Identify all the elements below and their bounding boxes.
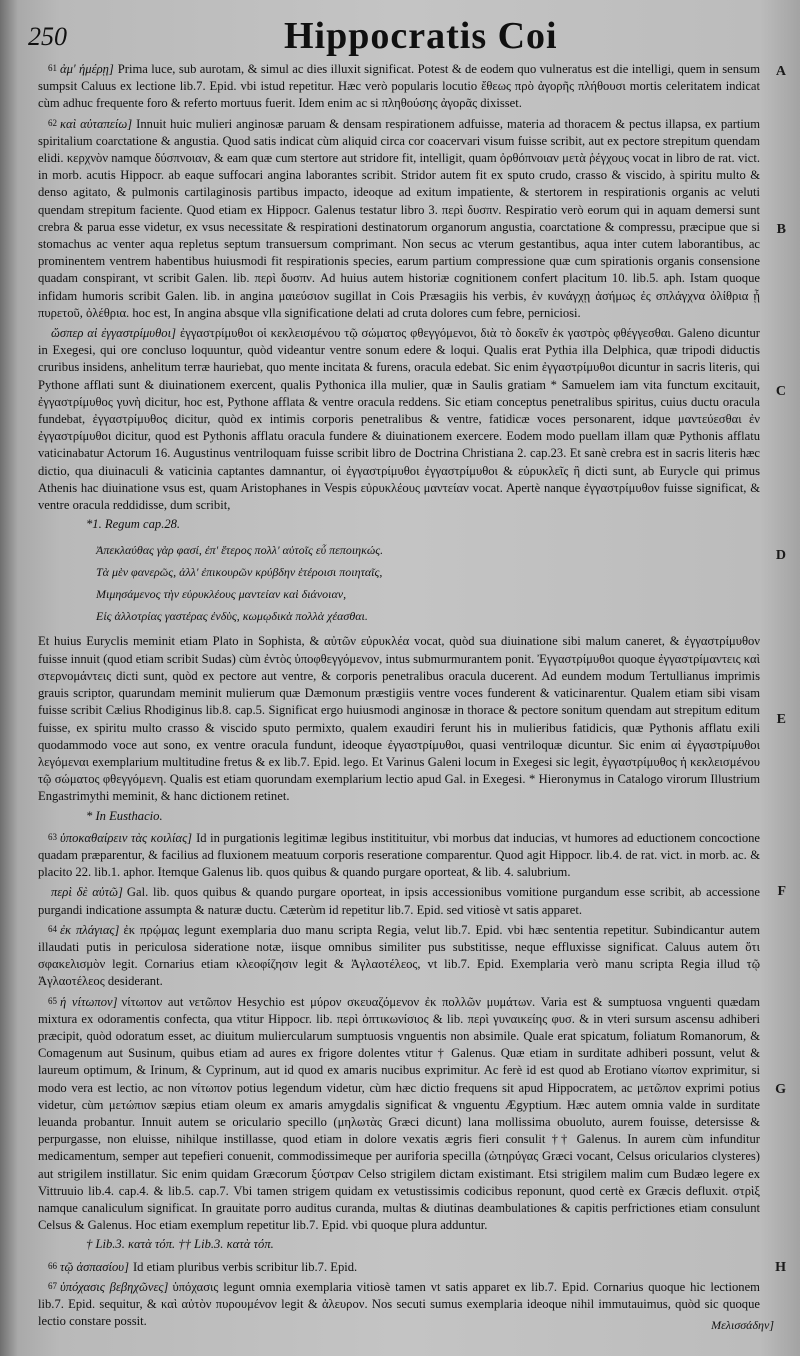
commentary-body <box>38 60 760 1332</box>
note-number: 61 <box>48 63 57 73</box>
margin-letter-g: G <box>775 1082 786 1097</box>
note-number: 62 <box>48 117 57 128</box>
note-text: Prima luce, sub aurotam, & simul ac dies illuxit significat. Potest & de eodem quo vulneratus est die intelligi, quem in sensum sumpsit Caluus ex lectione lib.7. Epid. vbi istud repetitur. Hæc verò popularis locutio ἔθεως πρὸ ἀγορῆς πλήθουσι mortis celeritatem indicat cùm adhuc frequente foro & referto mortuus fuerit. Idem enim ac si πληθούσης ἀγορᾶς dixisset. <box>38 62 761 111</box>
page-header <box>28 14 780 58</box>
note-text: ἐκ πρῴμας legunt exemplaria duo manu scripta Regia, velut lib.7. Epid. vbi hæc sententia repetitur. Subindicantur autem illaudati putis in periculosa sideratione notæ, iisque omnibus similiter pus substitisse, neque effluxisse significat. Caluus autem ὅτι σφακελισμὸν legit. Cornarius etiam κλεοφίζησιν legit & Ἀγλαοτέλεος, vt lib.7. Epid. Exemplaria verò manu scripta Regia illud τῷ Ἀγλαοτέλεος desiderant. <box>38 922 760 989</box>
note <box>38 1258 760 1276</box>
note-lemma: ἐκ πλάγιας] <box>60 922 120 937</box>
note-text: Innuit huic mulieri anginosæ paruam & densam respirationem adfuisse, materia ad thoracem & pectus illapsa, ex partium spiritalium coarctatione & angustia. Quod satis indicat cùm aliquid circa cor coacervari visum fuisse scribit, aut ex pectore strepitum quendam elidi. κερχνὸν namque δύσπνοιαν, & eam quæ cum stertore aut stridore fit, intelligit, quam ὀρθόπνοιαν μετὰ ῥέγχους vocat in libro de rat. vict. in morb. acutis Hippocr. ab eaque suffocari angina laborantes scribit. Stridor autem fit ex sputo crudo, crasso & viscido, à spiritu multo & denso agitato, & pulmonis cartilaginosis partibus impacto, ideoque ad exitum impatiente, & stertorem in respirationis organis ac veluti quendam strepitum faciente. Quod etiam ex Hippocr. Galenus testatur libro 3. περὶ δυσπν. Respiratio verò eorum qui in aquam demersi sunt crebra & parua esse videtur, ex vsus necessitate & respirationi destinatorum organorum angustia, coarctatione & compressu, præcipue que si stomachus ac venter aqua repletus septum transuersum comprimant. Non secus ac vterum gestantibus, aqua inter cutem laborantibus, ac prominentem ventrem habentibus huiusmodi fit respirationis species, earum partium compressione quæ cum spirationis organis consensione quadam conspirant, vt scribit Galen. lib. περὶ δυσπν. Ad huius autem historiæ cognitionem confert placitum 10. lib.5. aph. Istam quoque infidam humoris scribit Galen. lib. in angina μαιεύσιον sugillat in Cois Præsagiis his verbis, ἐν κυνάγχῃ ἀσήμως ἐς σπλάγχνα ὀλίθρια ᾖ πυρετοῦ, ὀλέθρια. hoc est, In angina absque vlla significatione delati ad cruta dolores cum febre, perniciosi. <box>38 116 761 320</box>
margin-letter-a: A <box>775 64 786 79</box>
note <box>38 633 760 805</box>
note-number: 64 <box>48 923 57 934</box>
margin-letter-b: B <box>776 222 786 237</box>
marginal-reference: *1. Regum cap.28. <box>86 517 181 532</box>
catchword: Μελισσάδην] <box>711 1318 774 1332</box>
note-text: Gal. lib. quos quibus & quando purgare oporteat, in ipsis accessionibus vomitione purgandum esse scribit, ab accessione purgandi indicatione assumpta & naturæ ductu. Cæterùm id repetitur lib.7. Epid. sed vitiosè vt satis apparet. <box>38 885 760 917</box>
marginal-reference: * In Eusthacio. <box>86 808 163 823</box>
note <box>38 883 760 918</box>
margin-letter-e: E <box>776 712 786 727</box>
verse-line: Μιμησάμενος τὴν εὐρυκλέους μαντείαν καὶ διάνοιαν, <box>96 587 347 602</box>
verse-line: Ἀπεκλαύθας γὰρ φασί, ἐπ' ἕτερος πολλ' αὐτοῖς εὖ πεποιηκώς. <box>96 543 384 558</box>
note-text: ὑπόχασις legunt omnia exemplaria vitiosè tamen vt satis apparet ex lib.7. Epid. Cornarius quoque hic lectionem lib.7. Epid. sequitur, & καὶ αὐτὸν πυρουμένον legit & ἀλευρον. Nos secuti sumus exemplaria ideoque nihil immutauimus, quòd sic quoque lectio constare possit. <box>38 1279 760 1329</box>
verse-quotation <box>96 539 760 627</box>
marginal-reference: † Lib.3. κατὰ τόπ. †† Lib.3. κατὰ τόπ. <box>86 1237 274 1252</box>
note-number: 65 <box>48 995 57 1006</box>
margin-letter-f: F <box>777 884 786 899</box>
verse-line: Τὰ μὲν φανερῶς, ἀλλ' ἐπικουρῶν κρύβδην ἑτέροισι ποιηταῖς, <box>96 565 383 580</box>
note-number: 67 <box>48 1280 57 1291</box>
note-text: Id in purgationis legitimæ legibus institituitur, vbi morbus dat inducias, vt humores ad eductionem concoctione quadam præparentur, & facilius ad fluxionem meatuum corporis reseratione comparentur. Quod agit Hippocr. lib.4. de rat. vict. in morb. ac. & placito 22. lib.1. aphor. Itemque Galenus lib. quos quibus & quando purgare oporteat, & lib. 4. salubrium. <box>38 830 761 880</box>
verse-line: Εἰς ἀλλοτρίας γαστέρας ἐνδὺς, κωμῳδικὰ πολλὰ χέασθαι. <box>96 609 368 624</box>
margin-letter-c: C <box>775 384 786 399</box>
note-text: Id etiam pluribus verbis scribitur lib.7. Epid. <box>132 1259 358 1274</box>
note <box>38 60 760 113</box>
note <box>38 829 760 882</box>
note-lemma: καὶ αὐταπείω] <box>60 116 133 131</box>
note <box>38 1278 760 1331</box>
margin-letter-d: D <box>775 548 786 563</box>
margin-letter-h: H <box>775 1260 786 1275</box>
note-number: 63 <box>48 831 57 842</box>
page-number: 250 <box>28 22 67 51</box>
note-number: 66 <box>48 1260 57 1271</box>
note-lemma: ὑπόχασις βεβηχῶνες] <box>60 1279 169 1294</box>
note-lemma: ἡ νίτωπον] <box>60 994 118 1009</box>
note-text: Et huius Euryclis meminit etiam Plato in Sophista, & αὐτῶν εὐρυκλέα vocat, quòd sua diuinatione sibi malum caneret, & ἐγγαστρίμυθον fuisse innuit (quod etiam scribit Sudas) cùm ἐντὸς ὑποφθεγγόμενον, intus submurmurantem ponit. Ἐγγαστρίμυθοι quoque ἐγγαστρίμαντεις καὶ στερνομάντεις dicti sunt, quòd ex pectore aut ventre, & corporis penetralibus oracula ducerent. Ad eundem modum Tertullianus imprimis grauis scriptor, quarundam meminit mulierum quæ Dæmonum præstigiis ventre voces funderent & vaticinarentur. Qualem etiam sibi visam fuisse scribit Cælius Rhodiginus lib.8. cap.5. Significat ergo huiusmodi anginosæ in thorace & pectore sonitum quendam aut strepitum editum fuisse, ex spiritu multo crasso & viscido sputo permixto, qualem exaudiri ferunt his in mulieribus fatidicis, quæ Pythonis afflatu exili quodammodo voce aut sono, ex ventre oracula fundunt, ideoque ἐγγαστρίμυθοι, quasi ventriloquæ dicuntur. Sic enim αἱ ἐγγαστρίμυθοι λεγόμεναι exemplarium multitudine fretus & ex lib.7. Epid. lego. Et Varinus Galeni locum in Exegesi sic legit, ἐγγαστρίμυθος ἡ κεκλεισμένου τῷ σώματος φθεγγόμενη. Qualis est etiam quorundam exemplarium lectio apud Gal. in Exegesi. * Hieronymus in Catalogo virorum Illustrium Engastrimythi meminit, & hanc dictionem retinet. <box>38 634 760 804</box>
note-text: ἐγγαστρίμυθοι οἱ κεκλεισμένου τῷ σώματος φθεγγόμενοι, διὰ τὸ δοκεῖν ἐκ γαστρὸς φθέγγεσθαι. Galeno dicuntur in Exegesi, qui ore concluso loquuntur, quòd videantur ventre sonum edere & loqui. Qualis erat Pythia illa Delphica, quæ tripodi diductis cruribus insidens, anhelitum terræ hauriebat, quo mente incitata & furens, oracula edebat. Sic enim ἐγγαστρίμυθοι dicuntur in sacris literis, qui Pythone afflati sunt & diuinationem exercent, qualis Pythonica illa mulier, quæ in Saulis gratiam * Samuelem iam vita functum excitauit, ἐγγαστρίμυθος γυνὴ dicitur, hoc est, Pythone afflata & ventre oracula reddens. Sic etiam conceptus penetralibus spiritus, cuius ductu oracula fundebat, ἐγγαστρίμυθος dicitur, quòd ex intimis corporis penetralibus & ventre, fatidicæ voces personarent, idque μαντεύεσθαι ἐν ἐγγαστρίμυθοι dicitur, quod est Pythonis afflatu oracula fundere & diuinationem exercere. Eodem modo puellam illam quæ Pythonis afflatu vaticinabatur Actorum 16. Augustinus ventriloquam fuisse scribit libro de Doctrina Christiana 2. cap.23. Et sanè crebra est in sacris literis hæc dictio, qua diuinaculi & vaticinia captantes damnantur, οἱ ἐγγαστρίμυθοι ἐγγαστρίμυθοι & εὐρυκλεῖς ἢ dicti sunt, ab Eurycle qui primus Athenis hac diuinatione vsus est, quam Aristophanes in Vespis εὐρυκλέους μαντείαν vocat. Apertè nanque ἐγγαστρίμυθον fuisse significat, & ventre oracula reddidisse, dum scribit, <box>38 326 760 513</box>
note-lemma: τῷ ἀσπασίου] <box>60 1259 129 1274</box>
note-lemma: ὑποκαθαίρειν τὰς κοιλίας] <box>60 830 193 845</box>
note <box>38 324 760 514</box>
note-lemma: ἀμ' ἡμέρῃ] <box>60 62 114 76</box>
running-title: Hippocratis Coi <box>284 15 558 57</box>
note-text: νίτωπον aut νετῶπον Hesychio est μύρον σκευαζόμενον ἐκ πολλῶν μυμάτων. Varia est & sumptuosa vnguenti quædam mixtura ex odoramentis confecta, qua vtitur Hippocr. lib. περὶ ὀπτικωνίσιος & lib. περὶ γυναικείης φυσ. & in vteri sursum ascensu adhiberi præcipit, quòd odoratum esset, ac diuitum muliercularum sumptuosis vnguentis non absimile. Quale erat spicatum, foliatum Romanorum, & Comagenum aut Susinum, quibus etiam ad aures ex frigore dolentes vtitur † Galenus. Quæ etiam in surditate adhiberi possunt, velut & laureum optimum, & Irinum, & Cyprinum, aut id quod ex amaris nucibus exprimitur. Ac ferè id est quod ab Erotiano νίωπον exprimitur, si modo vera est lectio, ac non νίτωπον potius legendum videtur, cùm hæc dictio frequens sit apud Hippocratem, ac μετῶπον exprimi potius videtur, cùm μετώπιον sæpius etiam oleum ex amaris amygdalis significat & vnguentu Ægyptium. Hæc autem omnia valde in surditate leuanda probantur. Innuit autem se oriculario specillo (μηλωτὰς Græci dicunt) lana mollissima obuoluto, aurem fouisse, detersisse & perpurgasse, non eluisse, nihilque instillasse, quod etiam in dolore vexatis ægris fieri consulit †† Galenus. In aurem cùm infunditur medicamentum, semper aut tepefieri conuenit, commodissimeque per auriforia specilla (ὠτηρύγας Græci vocant, Celsus oricularios clysteres) aut strigilem instillatur. Sic enim quidam Græcorum ξύστραν Celso strigilem dictam existimant. Etsi strigilem malim cum Budæo legere ex Vittruuio lib.4. cap.4. & lib.5. cap.7. Vbi tamen strigem quidam ex vetustissimis codicibus reponunt, quod certè ex Græcis defluxit. στρὶξ namque canaliculum significat. In grauitate porro auditus curanda, multas & diutinas deambulationes & capitis perfrictiones etiam consulunt Celsus & Galenus. Hoc etiam exemplum repetitur lib.7. Epid. vbi quoque plura adduntur. <box>38 994 761 1233</box>
note <box>38 115 760 322</box>
note-lemma: ὥσπερ αἱ ἐγγαστρίμυθοι] <box>51 326 176 341</box>
note <box>38 921 760 991</box>
note-lemma: περὶ δὲ αὐτῶ] <box>51 885 123 900</box>
note <box>38 993 760 1235</box>
